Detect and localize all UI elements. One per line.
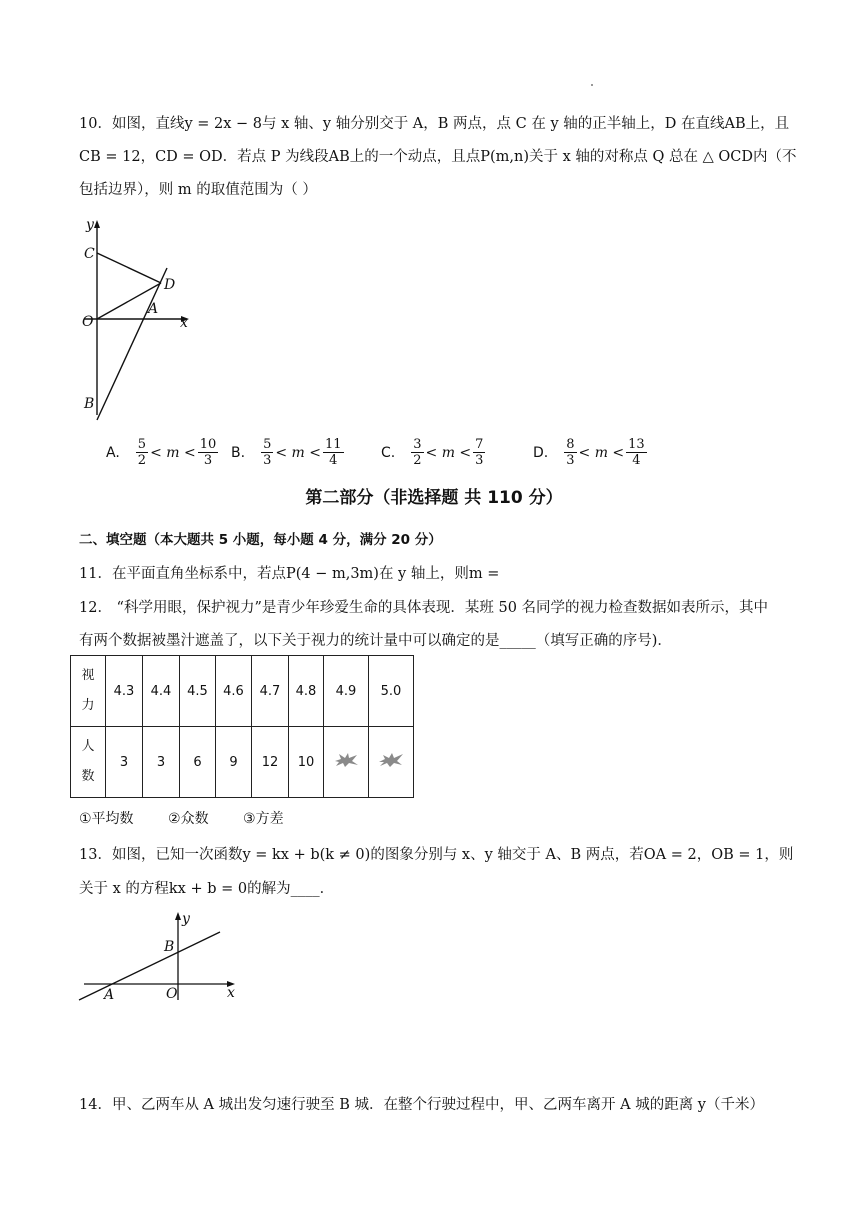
vision-table: [70, 655, 414, 798]
q10-label-d: D: [164, 277, 176, 293]
vision-cell: 4.9: [324, 656, 369, 727]
ink-blot-cell: [324, 727, 369, 798]
q13-label-a: A: [104, 987, 115, 1003]
q10-option-b[interactable]: B. $\frac{5}{3}$ < m < $\frac{11}{4}$: [231, 437, 342, 468]
vision-cell: 4.3: [106, 656, 143, 727]
q10-y-arrow: [94, 220, 100, 228]
q13-figure: [74, 905, 244, 1005]
vision-row-header: 视 力: [71, 656, 106, 727]
option-b-right-fraction: $\frac{11}{4}$: [324, 437, 342, 468]
q13-label-o: O: [166, 986, 178, 1002]
q13-label-y: y: [182, 911, 190, 927]
vision-cell: 5.0: [369, 656, 414, 727]
count-cell: 3: [106, 727, 143, 798]
q13-label-x: x: [227, 985, 235, 1001]
q10-line2: CB = 12，CD = OD．若点 P 为线段AB上的一个动点，且点P(m,n)关于 x 轴的对称点 Q 总在 △ OCD内（不: [79, 149, 797, 165]
count-cell: 6: [180, 727, 216, 798]
q10-label-o: O: [82, 314, 94, 330]
option-b-left-fraction: $\frac{5}{3}$: [263, 437, 272, 468]
q10-option-c[interactable]: C. $\frac{3}{2}$ < m < $\frac{7}{3}$: [381, 437, 484, 468]
q10-label-b: B: [84, 396, 95, 412]
count-cell: 9: [216, 727, 252, 798]
scan-dot: [591, 84, 593, 86]
count-cell: 12: [252, 727, 289, 798]
option-c-right-fraction: $\frac{7}{3}$: [475, 437, 484, 468]
q10-line1: 10．如图，直线y = 2x − 8与 x 轴、y 轴分别交于 A，B 两点，点 C 在 y 轴的正半轴上，D 在直线AB上，且: [79, 116, 790, 132]
q14-text: 14．甲、乙两车从 A 城出发匀速行驶至 B 城．在整个行驶过程中，甲、乙两车离开 A 城的距离 y（千米）: [79, 1097, 765, 1113]
q13-label-b: B: [164, 939, 175, 955]
ink-blot-cell: [369, 727, 414, 798]
q13-line2: 关于 x 的方程kx + b = 0的解为____．: [79, 881, 335, 897]
fill-in-header: 二、填空题（本大题共 5 小题，每小题 4 分，满分 20 分）: [79, 532, 442, 548]
vision-row: [71, 656, 414, 727]
q12-line1: 12． “科学用眼，保护视力”是青少年珍爱生命的具体表现．某班 50 名同学的视力检查数据如表所示，其中: [79, 600, 769, 616]
q12-choices: [79, 808, 314, 828]
q10-line3: 包括边界），则 m 的取值范围为（ ）: [79, 182, 317, 198]
q10-option-a[interactable]: A. $\frac{5}{2}$ < m < $\frac{10}{3}$: [106, 437, 217, 468]
vision-cell: 4.5: [180, 656, 216, 727]
q10-label-y: y: [86, 217, 94, 233]
choice-variance[interactable]: ③方差: [243, 811, 284, 827]
option-a-left-fraction: $\frac{5}{2}$: [137, 437, 147, 468]
count-cell: 10: [289, 727, 324, 798]
q12-line2: 有两个数据被墨汁遮盖了，以下关于视力的统计量中可以确定的是_____（填写正确的序号)．: [79, 633, 672, 649]
option-d-left-fraction: $\frac{8}{3}$: [566, 437, 575, 468]
vision-cell: 4.8: [289, 656, 324, 727]
q10-figure: [76, 215, 206, 430]
option-d-right-fraction: $\frac{13}{4}$: [628, 437, 645, 468]
q13-line1: 13．如图，已知一次函数y = kx + b(k ≠ 0)的图象分别与 x、y 轴交于 A、B 两点，若OA = 2，OB = 1，则: [79, 847, 794, 863]
q10-label-a: A: [148, 301, 159, 317]
option-c-left-fraction: $\frac{3}{2}$: [413, 437, 422, 468]
q13-y-arrow: [175, 912, 181, 920]
option-a-right-fraction: $\frac{10}{3}$: [199, 437, 217, 468]
q10-segment-cd: [97, 253, 161, 283]
q10-label-x: x: [180, 315, 188, 331]
choice-mean[interactable]: ①平均数: [79, 811, 134, 827]
vision-cell: 4.6: [216, 656, 252, 727]
q13-line: [79, 932, 220, 1000]
ink-blot-icon: [378, 752, 404, 768]
choice-mode[interactable]: ②众数: [168, 811, 209, 827]
q10-option-d[interactable]: D. $\frac{8}{3}$ < m < $\frac{13}{4}$: [533, 437, 645, 468]
vision-cell: 4.4: [143, 656, 180, 727]
count-row-header: 人 数: [71, 727, 106, 798]
q10-label-c: C: [84, 246, 95, 262]
ink-blot-icon: [333, 752, 359, 768]
count-row: [71, 727, 414, 798]
section-title: 第二部分（非选择题 共 110 分）: [305, 488, 563, 508]
vision-cell: 4.7: [252, 656, 289, 727]
q10-line-ab: [97, 268, 167, 420]
count-cell: 3: [143, 727, 180, 798]
q11-text: 11．在平面直角坐标系中，若点P(4 − m,3m)在 y 轴上，则m =: [79, 566, 500, 582]
